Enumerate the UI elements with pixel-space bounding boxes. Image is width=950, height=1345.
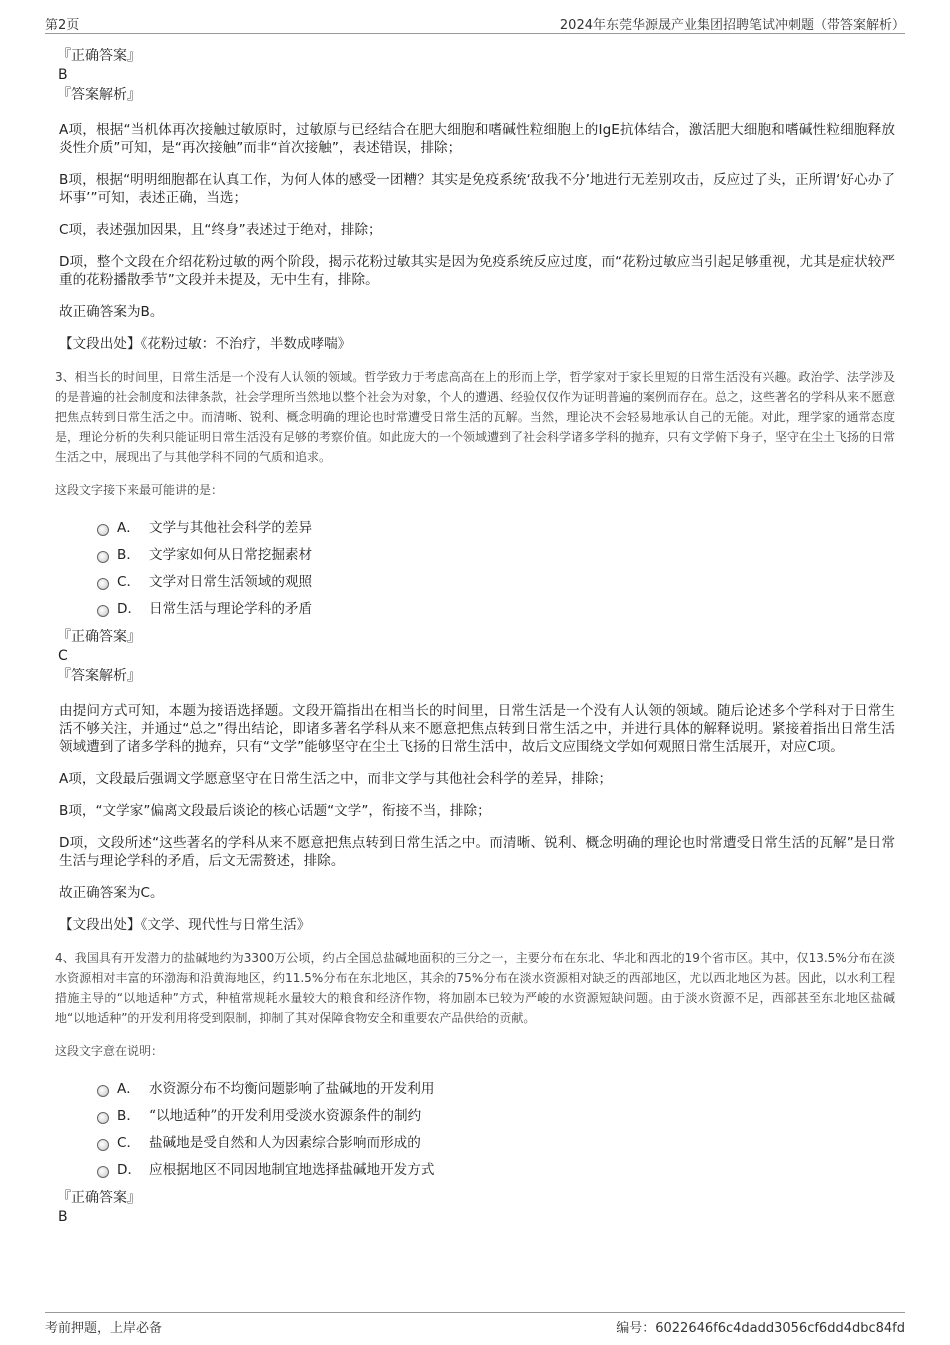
radio-icon[interactable]	[97, 524, 109, 536]
analysis-paragraph: A项，文段最后强调文学愿意坚守在日常生活之中，而非文学与其他社会科学的差异，排除；	[59, 771, 613, 787]
option-c[interactable]	[97, 573, 895, 600]
option-text: 文学与其他社会科学的差异	[149, 520, 313, 536]
page-footer	[45, 1312, 905, 1336]
source-citation: 【文段出处】《花粉过敏：不治疗，半数成哮喘》	[59, 336, 352, 352]
answer-tag: 『正确答案』	[57, 48, 141, 64]
option-letter: D．	[117, 601, 142, 617]
document-title: 2024年东莞华源晟产业集团招聘笔试冲刺题（带答案解析）	[559, 18, 905, 33]
analysis-tag: 『答案解析』	[57, 668, 141, 684]
option-text: “以地适种”的开发利用受淡水资源条件的制约	[149, 1108, 422, 1124]
option-letter: B．	[117, 1108, 140, 1124]
answer-value: C	[58, 648, 68, 664]
analysis-paragraph: B项，根据“明明细胞都在认真工作，为何人体的感受一团糟？其实是免疫系统‘敌我不分’地进行无差别攻击，反应过了头，正所谓‘好心办了坏事’”可知，表述正确，当选；	[59, 172, 895, 206]
question-text: 3、相当长的时间里，日常生活是一个没有人认领的领域。哲学致力于考虑高高在上的形而上学，哲学家对于家长里短的日常生活没有兴趣。政治学、法学涉及的是普遍的社会制度和法律条款，社会学理所当然地以整个社会为对象，个人的遭遇、经验仅仅作为证明普遍的案例而存在。总之，这些著名的学科从来不愿意把焦点转到日常生活之中。而清晰、锐利、概念明确的理论也时常遭受日常生活的瓦解。当然，理论决不会轻易地承认自己的无能。对此，理学家的通常态度是，理论分析的失利只能证明日常生活没有足够的考察价值。如此庞大的一个领域遭到了社会科学诸多学科的抛弃，只有文学俯下身子，坚守在尘土飞扬的日常生活之中，展现出了与其他学科不同的气质和追求。	[55, 370, 896, 464]
radio-icon[interactable]	[97, 605, 109, 617]
option-d[interactable]	[97, 1161, 895, 1188]
answer-value: B	[58, 67, 68, 83]
radio-icon[interactable]	[97, 1139, 109, 1151]
option-letter: C．	[117, 574, 141, 590]
answer-tag: 『正确答案』	[57, 629, 141, 645]
radio-icon[interactable]	[97, 578, 109, 590]
option-letter: A．	[117, 520, 140, 536]
analysis-paragraph: 故正确答案为C。	[59, 885, 164, 901]
option-a[interactable]	[97, 1080, 895, 1107]
page-header	[45, 12, 905, 34]
question-prompt: 这段文字意在说明：	[55, 1044, 164, 1058]
answer-value: B	[58, 1209, 68, 1225]
radio-icon[interactable]	[97, 1085, 109, 1097]
radio-icon[interactable]	[97, 1112, 109, 1124]
option-text: 日常生活与理论学科的矛盾	[149, 601, 313, 617]
analysis-paragraph: B项，“文学家”偏离文段最后谈论的核心话题“文学”，衔接不当，排除；	[59, 803, 491, 819]
option-text: 文学对日常生活领域的观照	[149, 574, 313, 590]
source-citation: 【文段出处】《文学、现代性与日常生活》	[59, 917, 311, 933]
option-letter: A．	[117, 1081, 140, 1097]
option-d[interactable]	[97, 600, 895, 627]
option-text: 水资源分布不均衡问题影响了盐碱地的开发利用	[149, 1081, 435, 1097]
analysis-paragraph: 故正确答案为B。	[59, 304, 164, 320]
analysis-paragraph: C项，表述强加因果，且“终身”表述过于绝对，排除；	[59, 222, 382, 238]
question-prompt: 这段文字接下来最可能讲的是：	[55, 483, 224, 497]
option-a[interactable]	[97, 519, 895, 546]
option-list	[97, 519, 895, 627]
option-text: 盐碱地是受自然和人为因素综合影响而形成的	[149, 1135, 421, 1151]
option-letter: B．	[117, 547, 140, 563]
radio-icon[interactable]	[97, 551, 109, 563]
option-text: 应根据地区不同因地制宜地选择盐碱地开发方式	[149, 1162, 435, 1178]
answer-tag: 『正确答案』	[57, 1190, 141, 1206]
footer-slogan: 考前押题，上岸必备	[45, 1321, 163, 1336]
page-number: 第2页	[45, 18, 80, 33]
option-text: 文学家如何从日常挖掘素材	[149, 547, 313, 563]
document-id: 编号：6022646f6c4dadd3056cf6dd4dbc84fd	[616, 1321, 905, 1336]
option-c[interactable]	[97, 1134, 895, 1161]
question-text: 4、我国具有开发潜力的盐碱地约为3300万公顷，约占全国总盐碱地面积的三分之一，主要分布在东北、华北和西北的19个省市区。其中，仅13.5%分布在淡水资源相对丰富的环渤海和沿黄海地区，约11.5%分布在东北地区，其余的75%分布在淡水资源相对缺乏的西部地区，尤以西北地区为甚。因此，以水利工程措施主导的“以地适种”方式，种植常规耗水量较大的粮食和经济作物，将加剧本已较为严峻的水资源短缺问题。由于淡水资源不足，西部甚至东北地区盐碱地“以地适种”的开发利用将受到限制，抑制了其对保障食物安全和重要农产品供给的贡献。	[55, 951, 895, 1025]
radio-icon[interactable]	[97, 1166, 109, 1178]
analysis-tag: 『答案解析』	[57, 87, 141, 103]
analysis-paragraph: D项，文段所述“这些著名的学科从来不愿意把焦点转到日常生活之中。而清晰、锐利、概念明确的理论也时常遭受日常生活的瓦解”是日常生活与理论学科的矛盾，后文无需赘述，排除。	[59, 835, 895, 869]
option-letter: D．	[117, 1162, 142, 1178]
analysis-paragraph: A项，根据“当机体再次接触过敏原时，过敏原与已经结合在肥大细胞和嗜碱性粒细胞上的IgE抗体结合，激活肥大细胞和嗜碱性粒细胞释放炎性介质”可知，是“再次接触”而非“首次接触”，表述错误，排除；	[59, 122, 895, 156]
analysis-paragraph: 由提问方式可知，本题为接语选择题。文段开篇指出在相当长的时间里，日常生活是一个没有人认领的领域。随后论述多个学科对于日常生活不够关注，并通过“总之”得出结论，即诸多著名学科从来不愿意把焦点转到日常生活之中，并进行具体的解释说明。紧接着指出日常生活领域遭到了诸多学科的抛弃，只有“文学”能够坚守在尘土飞扬的日常生活中，故后文应围绕文学如何观照日常生活展开，对应C项。	[59, 703, 895, 755]
document-body	[55, 46, 895, 1227]
option-list	[97, 1080, 895, 1188]
option-b[interactable]	[97, 1107, 895, 1134]
analysis-paragraph: D项，整个文段在介绍花粉过敏的两个阶段，揭示花粉过敏其实是因为免疫系统反应过度，而“花粉过敏应当引起足够重视，尤其是症状较严重的花粉播散季节”文段并未提及，无中生有，排除。	[59, 254, 895, 288]
option-letter: C．	[117, 1135, 141, 1151]
option-b[interactable]	[97, 546, 895, 573]
